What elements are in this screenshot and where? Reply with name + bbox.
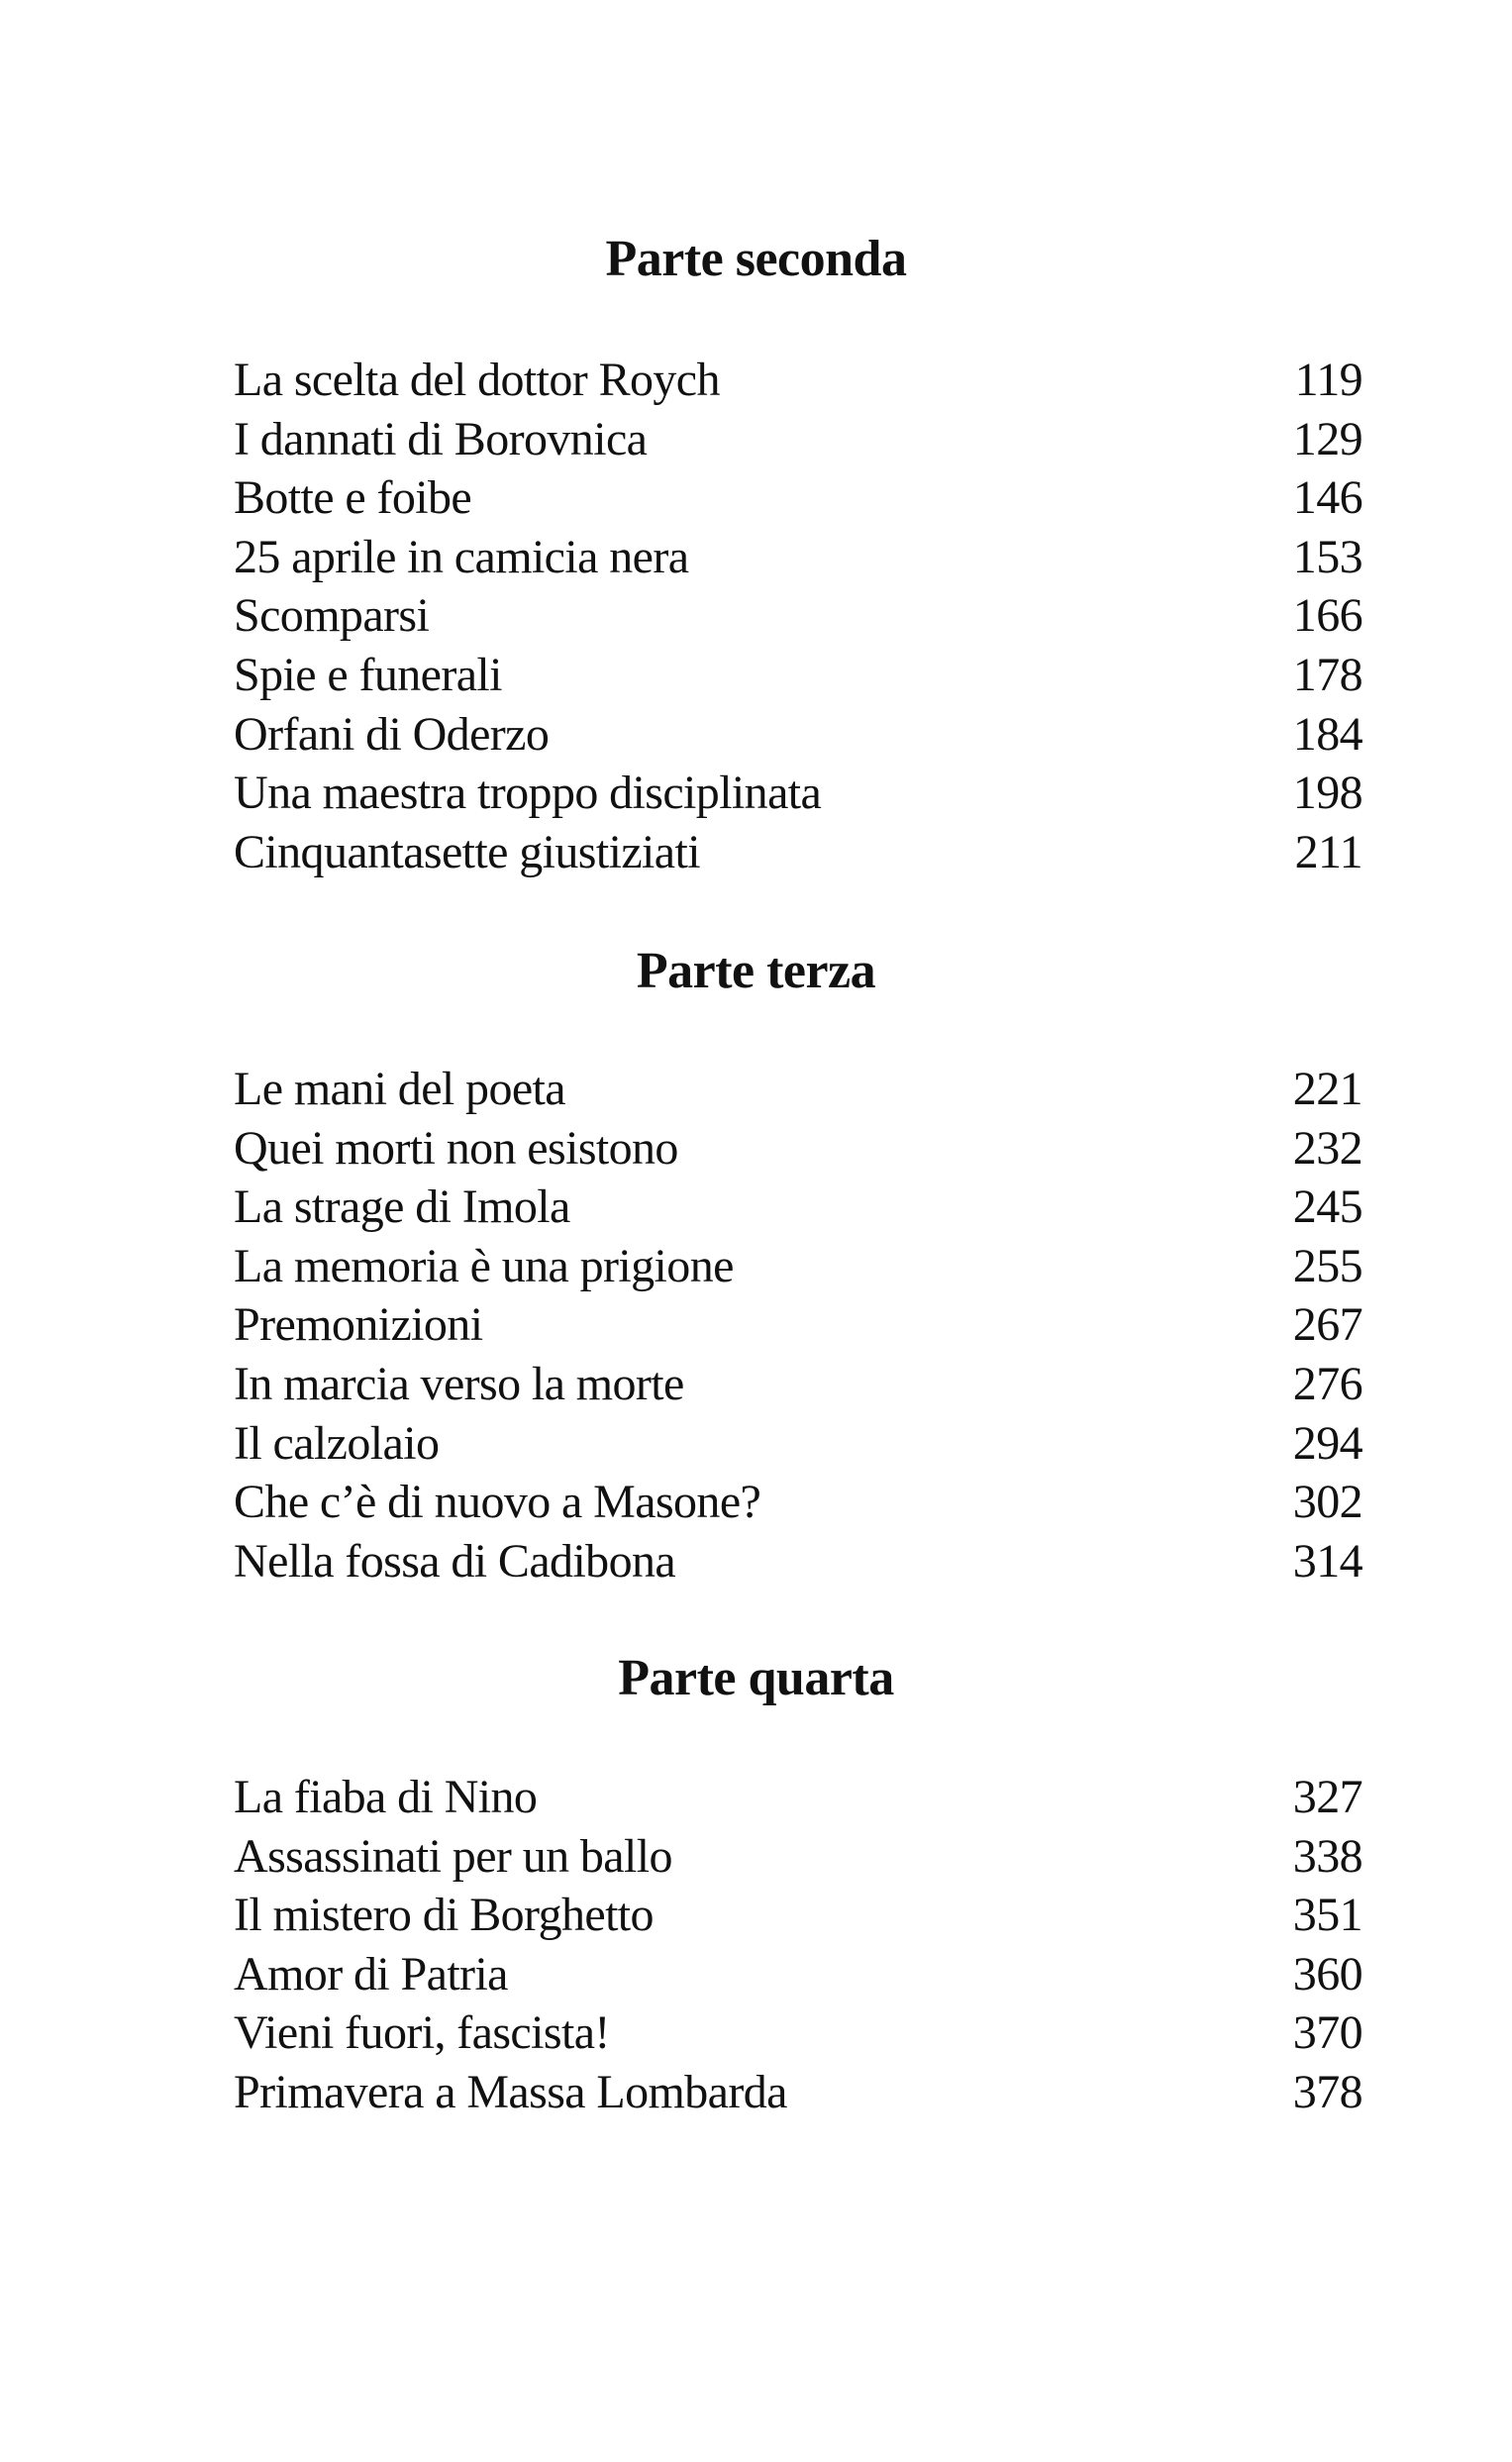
toc-list-parte-quarta — [234, 1768, 1362, 2122]
toc-list-parte-terza — [234, 1060, 1362, 1590]
toc-entry-page: 351 — [1292, 1889, 1362, 1942]
toc-entry — [234, 2003, 1362, 2063]
toc-entry-title: Scomparsi — [234, 589, 430, 643]
toc-entry-page: 360 — [1292, 1947, 1362, 2000]
toc-entry — [234, 1414, 1362, 1474]
toc-entry-title: I dannati di Borovnica — [234, 412, 648, 465]
toc-entry — [234, 646, 1362, 705]
toc-entry-title: La strage di Imola — [234, 1180, 570, 1234]
toc-entry-page: 184 — [1292, 707, 1362, 761]
toc-entry — [234, 1295, 1362, 1355]
toc-entry-title: 25 aprile in camicia nera — [234, 530, 689, 583]
toc-entry — [234, 1768, 1362, 1827]
toc-entry — [234, 1945, 1362, 2004]
toc-entry — [234, 705, 1362, 765]
toc-entry — [234, 351, 1362, 410]
toc-entry-page: 153 — [1292, 530, 1362, 583]
toc-entry-page: 338 — [1292, 1829, 1362, 1883]
toc-entry-title: Quei morti non esistono — [234, 1121, 678, 1175]
toc-entry — [234, 1355, 1362, 1414]
section-heading-parte-terza: Parte terza — [636, 943, 876, 999]
toc-entry — [234, 764, 1362, 823]
toc-entry-page: 211 — [1294, 825, 1362, 878]
toc-entry-title: Premonizioni — [234, 1298, 483, 1352]
toc-entry — [234, 410, 1362, 469]
toc-entry-title: Assassinati per un ballo — [234, 1829, 672, 1883]
toc-entry-page: 146 — [1292, 471, 1362, 525]
toc-entry-page: 267 — [1292, 1298, 1362, 1352]
toc-entry — [234, 586, 1362, 646]
toc-entry-title: Vieni fuori, fascista! — [234, 2006, 610, 2060]
toc-entry — [234, 1060, 1362, 1119]
toc-entry-page: 221 — [1292, 1063, 1362, 1115]
toc-entry-page: 314 — [1292, 1534, 1362, 1588]
toc-entry-page: 245 — [1292, 1180, 1362, 1234]
toc-entry-title: Le mani del poeta — [234, 1063, 565, 1115]
toc-entry-page: 302 — [1292, 1476, 1362, 1529]
toc-entry-title: Il mistero di Borghetto — [234, 1889, 654, 1942]
toc-entry-page: 119 — [1294, 354, 1362, 406]
toc-entry — [234, 1886, 1362, 1945]
toc-entry-title: Orfani di Oderzo — [234, 707, 550, 761]
toc-entry-page: 166 — [1292, 589, 1362, 643]
toc-entry-page: 198 — [1292, 767, 1362, 820]
toc-entry — [234, 2063, 1362, 2122]
section-heading-parte-seconda: Parte seconda — [605, 231, 907, 287]
toc-entry — [234, 468, 1362, 528]
toc-entry-page: 255 — [1292, 1239, 1362, 1292]
toc-entry-title: In marcia verso la morte — [234, 1357, 684, 1410]
toc-entry-title: Il calzolaio — [234, 1416, 440, 1470]
toc-entry-title: Che c’è di nuovo a Masone? — [234, 1476, 761, 1529]
toc-entry-title: Spie e funerali — [234, 648, 502, 701]
toc-entry — [234, 1532, 1362, 1591]
toc-entry-page: 178 — [1292, 648, 1362, 701]
toc-list-parte-seconda — [234, 351, 1362, 881]
toc-entry — [234, 1827, 1362, 1887]
toc-entry-page: 294 — [1292, 1416, 1362, 1470]
toc-entry — [234, 1119, 1362, 1179]
toc-entry — [234, 1178, 1362, 1237]
toc-entry-title: Cinquantasette giustiziati — [234, 825, 700, 878]
toc-entry — [234, 1237, 1362, 1296]
toc-entry-page: 232 — [1292, 1121, 1362, 1175]
toc-entry-title: Botte e foibe — [234, 471, 472, 525]
toc-entry-title: La scelta del dottor Roych — [234, 354, 720, 406]
toc-entry-title: Una maestra troppo disciplinata — [234, 767, 822, 820]
toc-entry-title: Nella fossa di Cadibona — [234, 1534, 676, 1588]
toc-entry-title: Amor di Patria — [234, 1947, 508, 2000]
toc-entry-page: 378 — [1292, 2065, 1362, 2118]
section-heading-parte-quarta: Parte quarta — [618, 1650, 894, 1706]
toc-entry-page: 276 — [1292, 1357, 1362, 1410]
toc-entry-title: La memoria è una prigione — [234, 1239, 734, 1292]
toc-entry — [234, 528, 1362, 587]
toc-entry-page: 370 — [1292, 2006, 1362, 2060]
toc-entry-page: 327 — [1292, 1771, 1362, 1823]
toc-entry-title: Primavera a Massa Lombarda — [234, 2065, 787, 2118]
toc-entry — [234, 823, 1362, 882]
toc-entry-title: La fiaba di Nino — [234, 1771, 538, 1823]
toc-entry — [234, 1473, 1362, 1532]
toc-entry-page: 129 — [1292, 412, 1362, 465]
